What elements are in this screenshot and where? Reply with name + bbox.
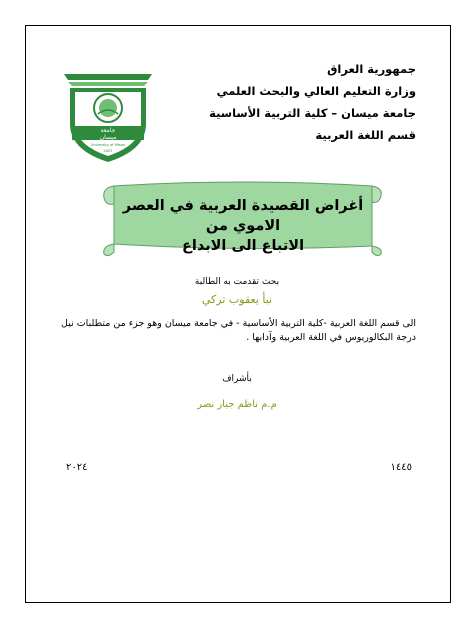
title-line-2: الاتباع الى الابداع bbox=[181, 238, 305, 254]
supervisor-name: م.م ناظم جبار نصر bbox=[197, 399, 277, 410]
student-name: نبأ يعقوب تركي bbox=[201, 293, 273, 306]
title-line-1: أغراض القصيدة العربية في العصر الاموي من bbox=[122, 198, 364, 234]
research-description: الى قسم اللغة العربية -كلية التربية الأساسية - في جامعة ميسان وهو جزء من متطلبات نيل درجة البكالوريوس في اللغة العربية وآدابها . bbox=[61, 318, 416, 343]
year-gregorian: ٢٠٢٤ bbox=[66, 462, 88, 473]
institution-header bbox=[186, 58, 416, 146]
header-line-department: قسم اللغة العربية bbox=[315, 128, 416, 142]
presented-by-label: بحث تقدمت به الطالبة bbox=[194, 277, 280, 287]
logo-text-top: جامعة bbox=[100, 127, 116, 134]
header-line-ministry: وزارة التعليم العالي والبحث العلمي bbox=[216, 84, 416, 98]
header-line-university: جامعة ميسان – كلية التربية الأساسية bbox=[209, 106, 416, 120]
supervision-label: بأشراف bbox=[222, 374, 252, 384]
year-hijri: ١٤٤٥ bbox=[390, 462, 412, 473]
logo-text-en: University of Misan bbox=[90, 143, 126, 147]
university-logo bbox=[58, 66, 158, 166]
header-line-country: جمهورية العراق bbox=[327, 62, 416, 76]
research-title bbox=[118, 196, 368, 256]
logo-text-bottom: ميسان bbox=[99, 134, 117, 141]
logo-year: 2007 bbox=[103, 149, 113, 153]
